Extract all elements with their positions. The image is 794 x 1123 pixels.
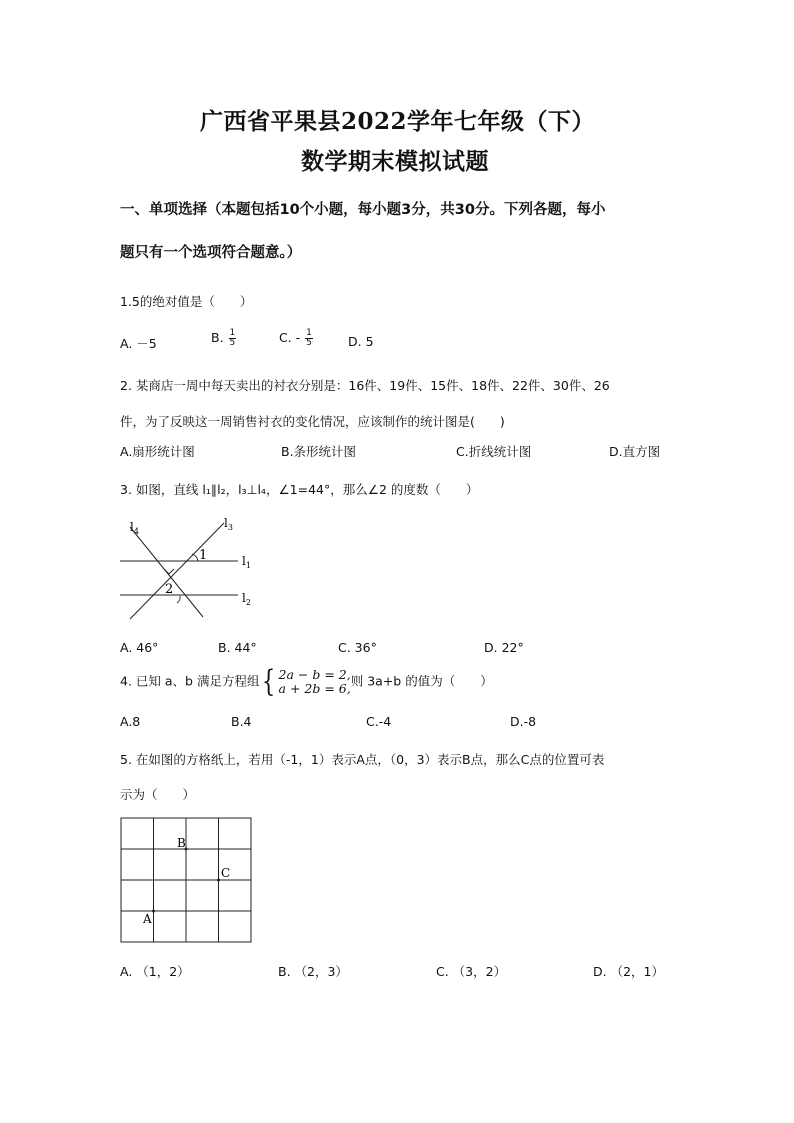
q5-text-line-2: 示为（ ） bbox=[120, 787, 196, 802]
point-c bbox=[217, 879, 220, 882]
q5-option-c: C. （3，2） bbox=[436, 964, 507, 979]
q1-option-c-prefix: C. - bbox=[279, 330, 301, 345]
q4-option-d: D.-8 bbox=[510, 714, 537, 729]
q4-equation-2: a + 2b = 6, bbox=[278, 681, 351, 696]
q2-option-b: B.条形统计图 bbox=[281, 444, 357, 459]
l2-label: $l_2$ bbox=[242, 591, 251, 607]
angle-1-label: 1 bbox=[199, 548, 208, 563]
point-a bbox=[152, 910, 155, 913]
l4-label: $l_4$ bbox=[130, 520, 139, 536]
q1-text: 1.5的绝对值是（ ） bbox=[120, 294, 253, 309]
q5-text-line-1: 5. 在如图的方格纸上，若用（-1，1）表示A点，（0，3）表示B点，那么C点的位置可表 bbox=[120, 752, 605, 767]
q4-equation-system bbox=[259, 664, 351, 699]
q1-option-c bbox=[279, 329, 314, 348]
point-c-label: C bbox=[221, 866, 231, 880]
q1-option-a: A. －5 bbox=[120, 336, 157, 351]
q3-option-d: D. 22° bbox=[484, 640, 524, 655]
q4-prefix: 4. 已知 a、b 满足方程组 bbox=[120, 673, 260, 689]
q2-text-line-1: 2. 某商店一周中每天卖出的衬衣分别是：16件、19件、15件、18件、22件、30件、26 bbox=[120, 378, 610, 393]
fraction-denominator: 5 bbox=[229, 338, 236, 348]
q5-option-a: A. （1，2） bbox=[120, 964, 190, 979]
q5-option-d: D. （2，1） bbox=[593, 964, 664, 979]
brace-icon: { bbox=[262, 664, 276, 699]
title-line-2: 数学期末模拟试题 bbox=[301, 148, 489, 175]
q4-option-c: C.-4 bbox=[366, 714, 392, 729]
q1-option-b-fraction bbox=[229, 329, 237, 348]
q1-option-c-fraction bbox=[305, 329, 313, 348]
q1-option-d: D. 5 bbox=[348, 334, 374, 349]
point-b-label: B bbox=[177, 836, 186, 850]
q2-option-d: D.直方图 bbox=[609, 444, 661, 459]
angle-2-arc bbox=[177, 596, 180, 603]
title-line-1: 广西省平果县2022学年七年级（下） bbox=[200, 108, 596, 135]
q4-option-a: A.8 bbox=[120, 714, 141, 729]
l1-label: $l_1$ bbox=[242, 554, 251, 570]
q5-figure-grid bbox=[120, 817, 254, 945]
q1-option-b bbox=[211, 329, 237, 348]
q3-figure-parallel-lines bbox=[118, 513, 268, 625]
q3-option-b: B. 44° bbox=[218, 640, 257, 655]
point-a-label: A bbox=[143, 912, 152, 926]
q4-suffix: 则 3a+b 的值为（ ） bbox=[350, 673, 493, 689]
q5-option-b: B. （2，3） bbox=[278, 964, 348, 979]
fraction-numerator: 1 bbox=[306, 328, 312, 338]
q2-text-line-2: 件，为了反映这一周销售衬衣的变化情况，应该制作的统计图是( ) bbox=[120, 414, 505, 429]
angle-2-label: 2 bbox=[165, 582, 174, 597]
section-header-line-2: 题只有一个选项符合题意。） bbox=[120, 245, 302, 261]
q1-option-b-prefix: B. bbox=[211, 330, 224, 345]
q2-option-a: A.扇形统计图 bbox=[120, 444, 195, 459]
q4-text bbox=[120, 664, 493, 699]
q4-equation-1: 2a − b = 2, bbox=[278, 667, 351, 682]
q3-option-c: C. 36° bbox=[338, 640, 377, 655]
section-header-line-1: 一、单项选择（本题包括10个小题，每小题3分，共30分。下列各题，每小 bbox=[120, 202, 606, 218]
line-l3 bbox=[130, 523, 224, 619]
fraction-denominator: 5 bbox=[306, 338, 312, 348]
q3-text: 3. 如图，直线 l₁∥l₂，l₃⊥l₄，∠1=44°，那么∠2 的度数（ ） bbox=[120, 482, 479, 497]
q3-option-a: A. 46° bbox=[120, 640, 159, 655]
q4-option-b: B.4 bbox=[231, 714, 252, 729]
q2-option-c: C.折线统计图 bbox=[456, 444, 532, 459]
l3-label: $l_3$ bbox=[224, 516, 233, 532]
fraction-numerator: 1 bbox=[229, 328, 236, 338]
